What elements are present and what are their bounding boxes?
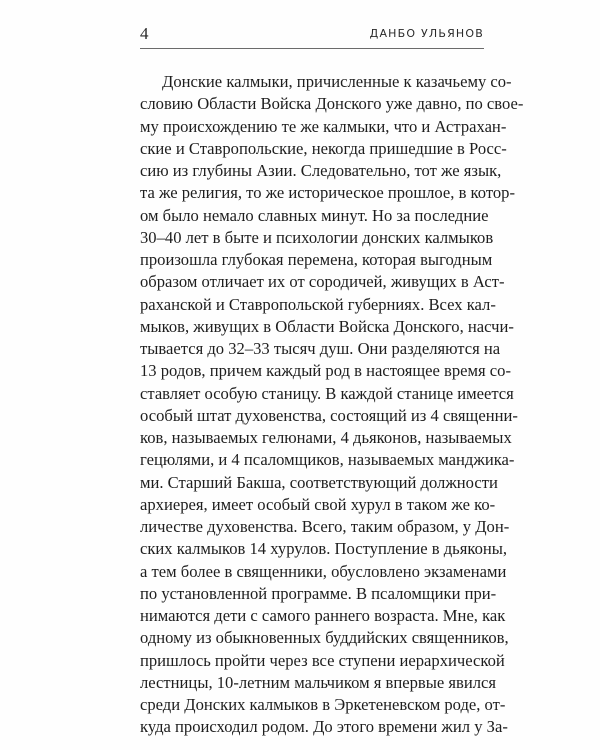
body-text — [140, 71, 524, 739]
text-line: лестницы, 10-летним мальчиком я впервые явился — [140, 672, 497, 692]
text-line: 30–40 лет в быте и психологии донских калмыков — [140, 227, 494, 247]
text-line: пришлось пройти через все ступени иерархической — [140, 650, 505, 670]
text-line: 13 родов, причем каждый род в настоящее время со- — [140, 361, 511, 381]
page-number: 4 — [140, 24, 149, 43]
text-line: ков, называемых гелюнами, 4 дьяконов, называемых — [140, 428, 512, 447]
text-line: ом было немало славных минут. Но за последние — [140, 205, 489, 225]
text-line: ских калмыков 14 хурулов. Поступление в дьяконы, — [140, 539, 508, 559]
header-rule — [140, 48, 484, 49]
running-header-author: ДАНБО УЛЬЯНОВ — [369, 27, 484, 40]
text-line: личестве духовенства. Всего, таким образом, у Дон- — [140, 517, 510, 536]
text-line: Донские калмыки, причисленные к казачьему со- — [162, 72, 512, 91]
text-line: му происхождению те же калмыки, что и Астрахан- — [140, 116, 507, 136]
text-line: раханской и Ставропольской губерниях. Всех кал- — [140, 294, 496, 314]
running-header — [140, 24, 484, 50]
text-line: среди Донских калмыков в Эркетеневском роде, от- — [140, 695, 506, 714]
text-line: ставляет особую станицу. В каждой станице имеется — [140, 383, 514, 403]
text-line: особый штат духовенства, состоящий из 4 священни- — [140, 405, 518, 425]
text-line: одному из обыкновенных буддийских священников, — [140, 628, 509, 648]
text-line: образом отличает их от сородичей, живущих в Аст- — [140, 272, 505, 292]
text-line: ми. Старший Бакша, соответствующий должности — [140, 472, 498, 492]
text-line: мыков, живущих в Области Войска Донского, насчи- — [140, 316, 514, 336]
text-line: тывается до 32–33 тысяч душ. Они разделяются на — [140, 339, 501, 358]
text-line: сию из глубины Азии. Следовательно, тот же язык, — [140, 161, 502, 180]
text-line: гецюлями, и 4 псаломщиков, называемых манджика- — [140, 450, 515, 470]
text-line: а тем более в священники, обусловлено экзаменами — [140, 561, 507, 581]
text-line: та же религия, то же историческое прошлое, в котор- — [140, 183, 516, 203]
text-line: словию Области Войска Донского уже давно, по свое- — [140, 94, 524, 114]
text-line: нимаются дети с самого раннего возраста. Мне, как — [140, 606, 506, 625]
text-line: произошла глубокая перемена, которая выгодным — [140, 250, 493, 269]
text-line: ские и Ставропольские, некогда пришедшие в Росс- — [140, 138, 507, 158]
text-line: архиерея, имеет особый свой хурул в таком же ко- — [140, 494, 496, 514]
text-line: куда происходил родом. До этого времени жил у За- — [140, 717, 508, 737]
text-line: по установленной программе. В псаломщики при- — [140, 583, 497, 603]
